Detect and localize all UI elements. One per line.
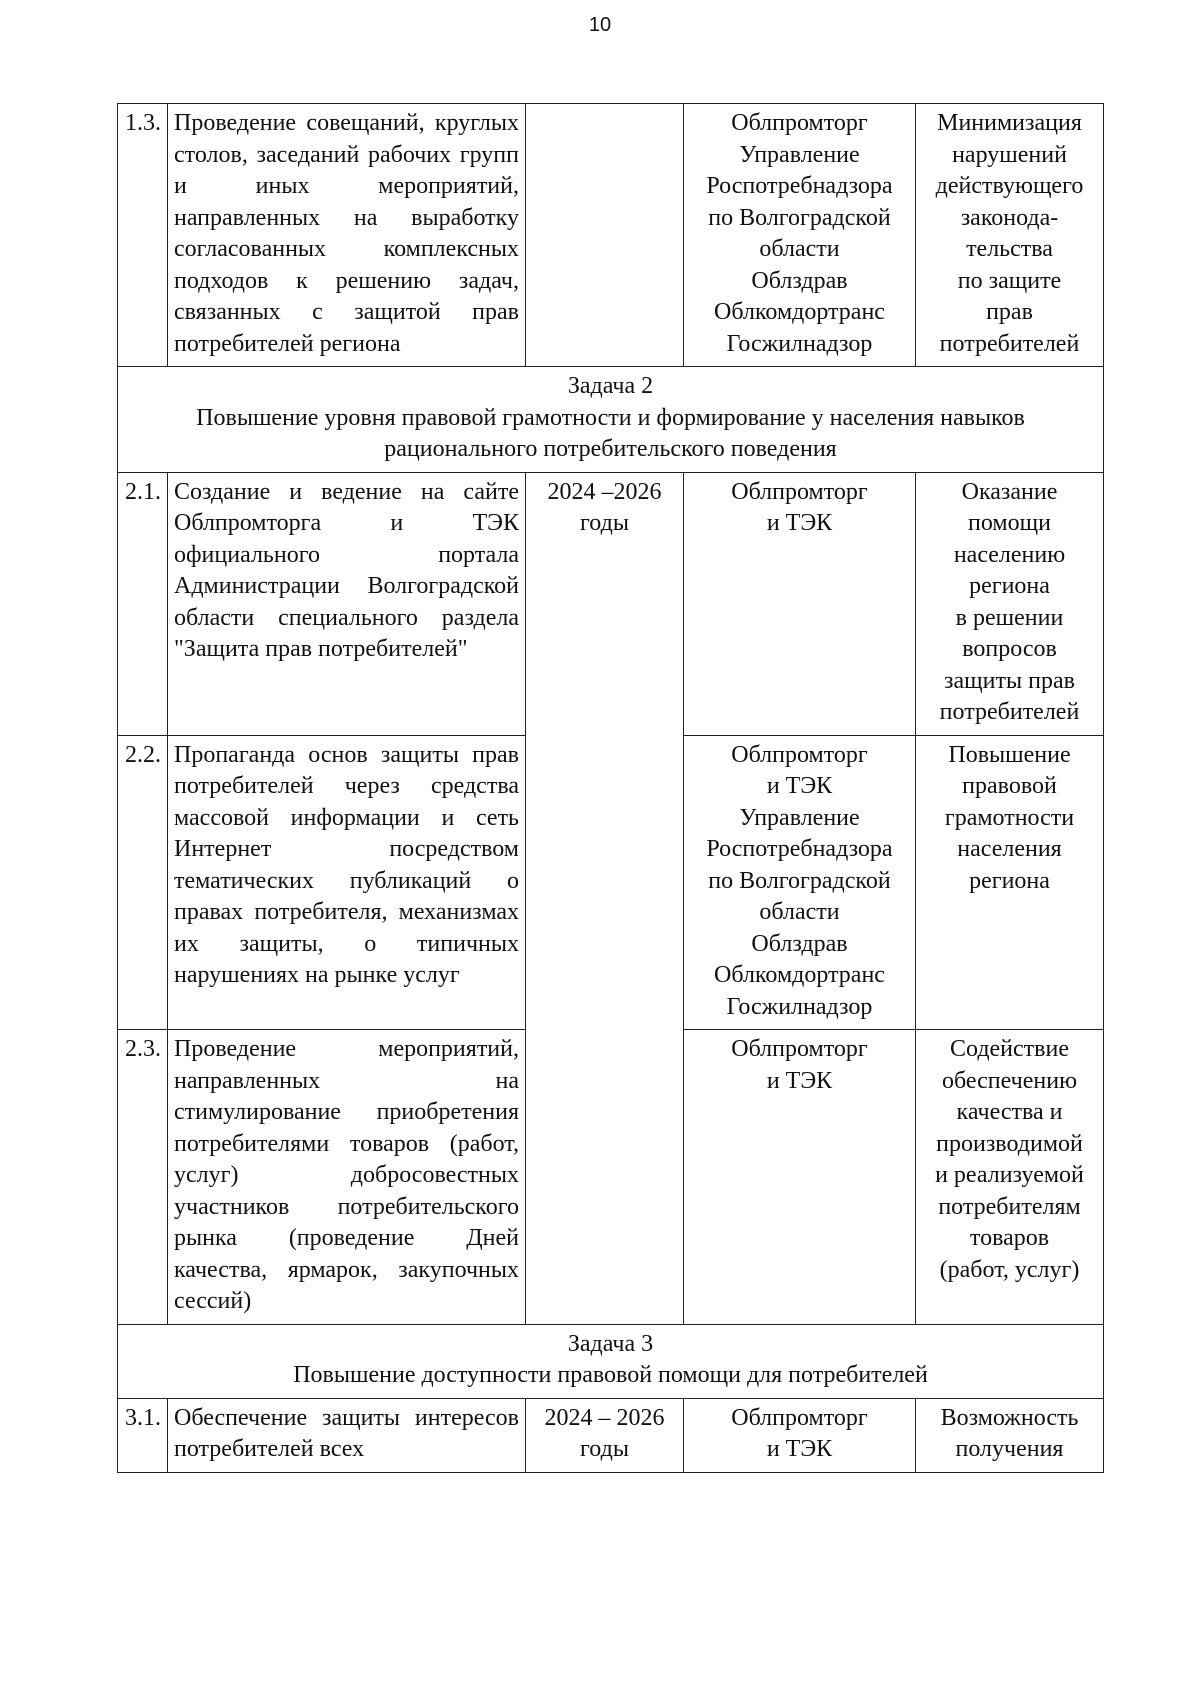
activity-description: Проведение совещаний, круглых столов, заседаний рабочих групп и иных мероприятий, направленных на выработку согласованных комплексных подходов к решению задач, связанных с защитой прав потребителей региона (168, 104, 526, 367)
result-line: потребителей (939, 330, 1080, 357)
row-number: 2.1. (118, 472, 168, 735)
result-line: прав (986, 299, 1033, 325)
executor: Управление (739, 141, 860, 168)
period-cell (526, 1398, 684, 1472)
result-line: потребителей (939, 699, 1080, 725)
period-unit: годы (580, 1436, 629, 1462)
result-line: по защите (957, 267, 1062, 294)
result-line: региона (969, 867, 1050, 894)
result-cell (916, 472, 1104, 735)
executor: Облпромторг (731, 1404, 868, 1431)
result-line: Содействие (950, 1036, 1069, 1062)
executor: области (759, 899, 840, 925)
task-3-header-row (118, 1324, 1104, 1398)
result-cell (916, 1030, 1104, 1325)
result-line: грамотности (944, 804, 1075, 831)
period-cell (526, 472, 684, 1324)
task-title: Повышение доступности правовой помощи для потребителей (293, 1362, 928, 1388)
activity-plan-table (117, 103, 1104, 1473)
executor: Управление (739, 804, 860, 831)
task-2-header-row (118, 367, 1104, 473)
executor: и ТЭК (766, 773, 833, 799)
period-cell (526, 104, 684, 367)
row-number: 3.1. (118, 1398, 168, 1472)
result-line: действующего (935, 173, 1084, 199)
result-line: Оказание (961, 478, 1058, 505)
result-line: тельства (966, 236, 1053, 262)
executor: Облкомдортранс (714, 299, 885, 325)
executor: Облздрав (751, 267, 848, 294)
task-label: Задача 2 (567, 373, 654, 399)
result-line: потребителям (938, 1193, 1081, 1220)
table-row-3-1 (118, 1398, 1104, 1472)
executors-cell (684, 104, 916, 367)
period-years: 2024 – 2026 (544, 1404, 665, 1431)
result-line: защиты прав (944, 667, 1075, 694)
table-row-1-3 (118, 104, 1104, 367)
executor: Госжилнадзор (726, 330, 873, 357)
activity-description: Пропаганда основ защиты прав потребителей через средства массовой информации и сеть Интернет посредством тематических публикаций о правах потребителя, механизмах их защиты, о типичных нарушениях на рынке услуг (168, 735, 526, 1030)
result-line: Минимизация (937, 110, 1082, 136)
executor: Роспотребнадзора (706, 836, 893, 862)
page-number: 10 (588, 14, 612, 36)
result-line: качества и (956, 1099, 1063, 1125)
executor: и ТЭК (766, 510, 833, 536)
task-2-header (118, 367, 1104, 473)
result-cell (916, 104, 1104, 367)
executor: Госжилнадзор (726, 993, 873, 1020)
executors-cell (684, 472, 916, 735)
executor: по Волгоградской (708, 204, 891, 231)
executors-cell (684, 1030, 916, 1325)
result-line: в решении (955, 604, 1064, 631)
result-cell (916, 735, 1104, 1030)
row-number: 2.3. (118, 1030, 168, 1325)
result-line: помощи (968, 510, 1051, 536)
task-3-header (118, 1324, 1104, 1398)
row-number: 1.3. (118, 104, 168, 367)
period-years: 2024 –2026 (547, 478, 662, 505)
executor: Роспотребнадзора (706, 173, 893, 199)
executor: Облпромторг (731, 741, 868, 768)
executor: и ТЭК (766, 1067, 833, 1094)
result-line: региона (969, 573, 1050, 599)
activity-description: Проведение мероприятий, направленных на стимулирование приобретения потребителями товаров (работ, услуг) добросовестных участников потребительского рынка (проведение Дней качества, ярмарок, закупочных сессий) (168, 1030, 526, 1325)
result-line: Возможность (940, 1404, 1079, 1431)
result-line: Повышение (948, 741, 1071, 768)
period-unit: годы (580, 510, 629, 536)
executor: области (759, 236, 840, 262)
executors-cell (684, 735, 916, 1030)
result-line: правовой (962, 773, 1057, 799)
result-line: производимой (936, 1130, 1083, 1157)
executor: Облпромторг (731, 110, 868, 136)
executor: по Волгоградской (708, 867, 891, 894)
result-line: населения (957, 836, 1062, 862)
result-line: законода- (960, 204, 1059, 231)
executor: и ТЭК (766, 1436, 833, 1462)
result-line: и реализуемой (935, 1162, 1084, 1188)
result-line: товаров (969, 1225, 1050, 1251)
result-line: вопросов (962, 636, 1057, 662)
row-number: 2.2. (118, 735, 168, 1030)
executor: Облкомдортранс (714, 962, 885, 988)
task-label: Задача 3 (567, 1330, 654, 1357)
table-row-2-1 (118, 472, 1104, 735)
activity-description: Создание и ведение на сайте Облпромторга и ТЭК официального портала Администрации Волгоградской области специального раздела "Защита прав потребителей" (168, 472, 526, 735)
executor: Облздрав (751, 930, 848, 957)
executor: Облпромторг (731, 478, 868, 505)
executor: Облпромторг (731, 1036, 868, 1062)
result-cell (916, 1398, 1104, 1472)
executors-cell (684, 1398, 916, 1472)
result-line: нарушений (952, 141, 1067, 168)
activity-description: Обеспечение защиты интересов потребителей всех (168, 1398, 526, 1472)
result-line: обеспечению (941, 1067, 1078, 1094)
result-line: (работ, услуг) (939, 1256, 1080, 1283)
result-line: населению (953, 541, 1066, 568)
task-title: Повышение уровня правовой грамотности и формирование у населения навыков рационального потребительского поведения (196, 404, 1025, 462)
result-line: получения (955, 1436, 1064, 1462)
